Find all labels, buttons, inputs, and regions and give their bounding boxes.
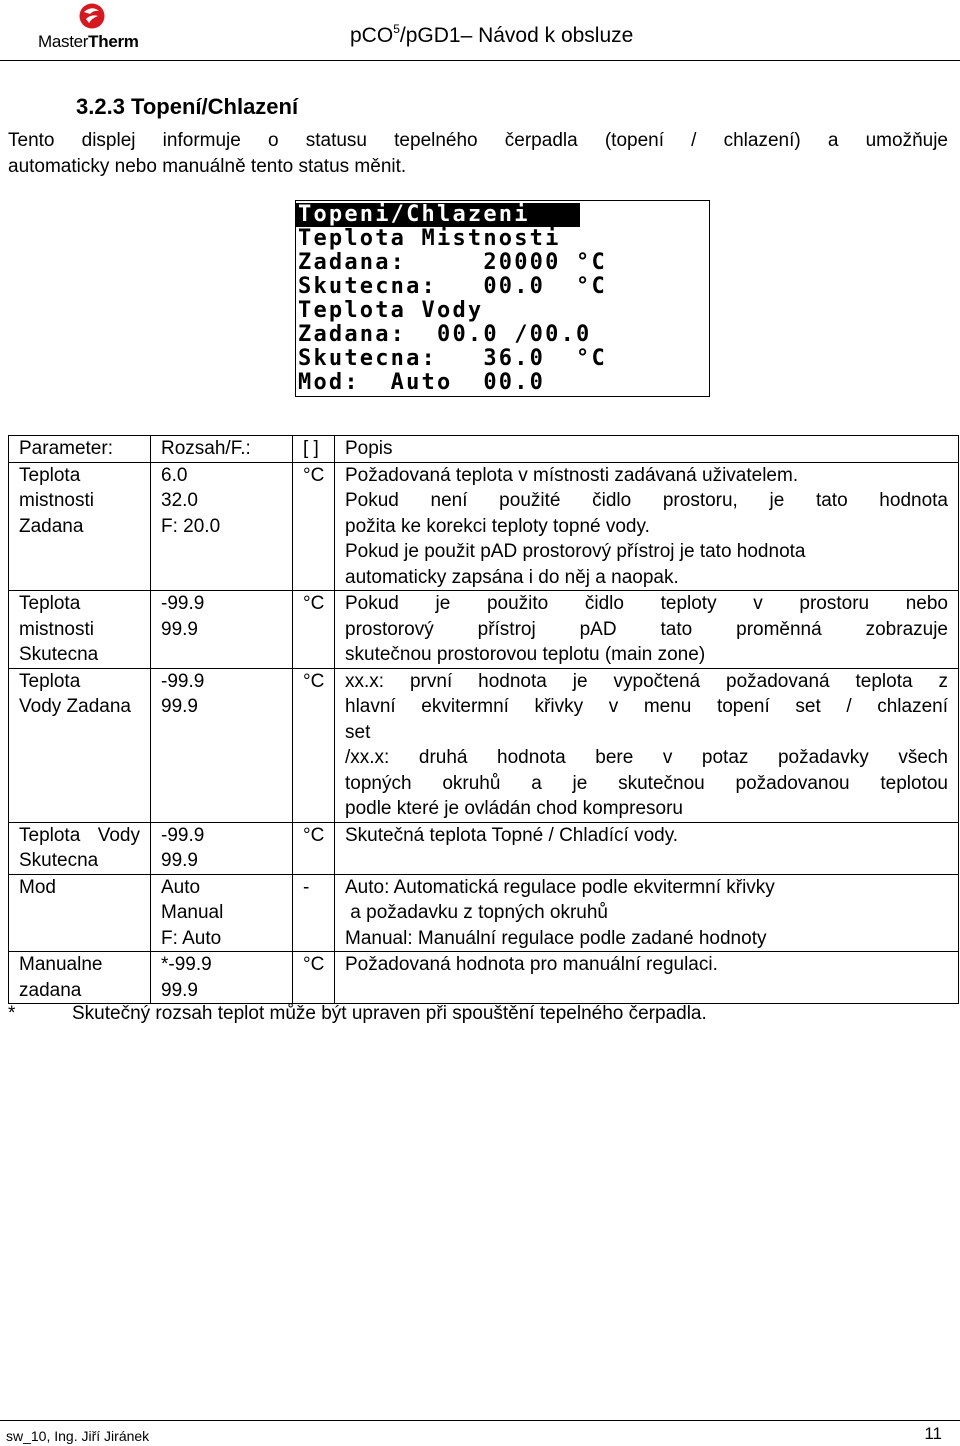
document-title	[350, 22, 633, 48]
description-line: Skutečná teplota Topné / Chladící vody.	[345, 824, 679, 846]
intro-line-2: automaticky nebo manuálně tento status měnit.	[8, 156, 407, 177]
range-value: F: 20.0	[161, 515, 221, 537]
range-value: Auto	[161, 876, 201, 898]
lcd-line: Skutecna: 36.0 °C	[298, 346, 607, 371]
document-title-main: pCO	[350, 24, 394, 47]
header-parameter: Parameter:	[9, 436, 151, 463]
intro-line-1: Tento displej informuje o statusu tepelného čerpadla (topení / chlazení) a umožňuje	[8, 130, 948, 151]
header-description: Popis	[335, 436, 959, 463]
footnote-text: Skutečný rozsah teplot může být upraven při spouštění tepelného čerpadla.	[72, 1003, 707, 1024]
lcd-line: Skutecna: 00.0 °C	[298, 274, 607, 299]
lcd-title-line: Topeni/Chlazeni	[296, 203, 580, 227]
param-name: mistnosti	[19, 618, 94, 640]
description-line: set	[345, 721, 371, 743]
lcd-line: Mod: Auto 00.0	[298, 370, 546, 395]
description-cell	[335, 668, 959, 822]
range-value: -99.9	[161, 824, 205, 846]
page-number: 11	[924, 1424, 942, 1443]
range-value: F: Auto	[161, 927, 222, 949]
range-cell	[151, 668, 293, 822]
unit-cell: °C	[293, 462, 335, 591]
description-line: xx.x: první hodnota je vypočtená požadovaná teplota z	[345, 670, 948, 692]
param-name: mistnosti	[19, 490, 94, 511]
param-name: zadana	[19, 979, 82, 1001]
range-value: Manual	[161, 902, 224, 923]
lcd-line: Teplota Vody	[298, 298, 484, 323]
unit-cell: °C	[293, 822, 335, 874]
lcd-line: Zadana: 00.0 /00.0	[298, 322, 592, 347]
document-title-sup: 5	[393, 22, 400, 36]
unit-cell: °C	[293, 668, 335, 822]
lcd-display-screenshot	[295, 200, 710, 397]
unit-cell: -	[293, 874, 335, 952]
param-name-cell	[9, 462, 151, 591]
range-cell	[151, 591, 293, 669]
section-heading: 3.2.3 Topení/Chlazení	[76, 94, 299, 119]
param-name: Teplota	[19, 670, 81, 692]
intro-paragraph	[8, 128, 948, 180]
range-value: -99.9	[161, 670, 205, 692]
description-line: prostorový přístroj pAD tato proměnná zobrazuje	[345, 618, 948, 640]
param-name-cell	[9, 591, 151, 669]
lcd-line: Teplota Mistnosti	[298, 226, 561, 251]
page-header	[0, 0, 960, 62]
footnote-marker: *	[8, 1003, 16, 1024]
range-cell	[151, 952, 293, 1004]
header-unit: [ ]	[293, 436, 335, 463]
logo-wordmark-part2: Therm	[88, 32, 139, 51]
masterterm-logo	[38, 2, 158, 52]
table-row	[9, 668, 959, 822]
range-value: -99.9	[161, 593, 205, 614]
lcd-line: Zadana: 20000 °C	[298, 250, 607, 275]
table-row	[9, 591, 959, 669]
description-line: topných okruhů a je skutečnou požadovanou teplotou	[345, 772, 948, 794]
range-value: 6.0	[161, 464, 188, 486]
footer-author: sw_10, Ing. Jiří Jiránek	[6, 1428, 150, 1444]
param-name: Zadana	[19, 515, 84, 537]
param-name: Teplota	[19, 464, 81, 486]
description-line: požita ke korekci teploty topné vody.	[345, 515, 650, 537]
description-line: automaticky zapsána i do něj a naopak.	[345, 566, 679, 588]
description-line: hlavní ekvitermní křivky v menu topení set / chlazení	[345, 696, 948, 717]
description-line: Pokud je použit pAD prostorový přístroj je tato hodnota	[345, 541, 806, 562]
description-line: Pokud je použito čidlo teploty v prostoru nebo	[345, 593, 948, 614]
param-name: Skutecna	[19, 850, 99, 871]
range-cell	[151, 462, 293, 591]
param-name: Teplota Vody	[19, 824, 140, 846]
table-row	[9, 874, 959, 952]
description-cell	[335, 822, 959, 874]
description-line: Manual: Manuální regulace podle zadané hodnoty	[345, 927, 767, 949]
param-name: Teplota	[19, 593, 81, 614]
param-name: Skutecna	[19, 644, 99, 665]
param-name-cell	[9, 668, 151, 822]
unit-cell: °C	[293, 591, 335, 669]
param-name: Vody Zadana	[19, 696, 131, 717]
description-line: Auto: Automatická regulace podle ekvitermní křivky	[345, 876, 775, 898]
description-cell	[335, 462, 959, 591]
range-value: 99.9	[161, 618, 198, 640]
footer-divider	[0, 1420, 960, 1421]
description-line: skutečnou prostorovou teplotu (main zone)	[345, 644, 706, 665]
range-cell	[151, 874, 293, 952]
range-value: 99.9	[161, 850, 198, 871]
param-name: Mod	[19, 876, 56, 898]
description-line: a požadavku z topných okruhů	[345, 902, 609, 923]
logo-wordmark-part1: Master	[38, 32, 89, 51]
header-range: Rozsah/F.:	[151, 436, 293, 463]
range-value: *-99.9	[161, 954, 212, 975]
masterterm-logo-icon	[78, 2, 106, 30]
range-value: 99.9	[161, 696, 198, 717]
table-row	[9, 462, 959, 591]
param-name: Manualne	[19, 954, 103, 975]
description-line: Požadovaná teplota v místnosti zadávaná uživatelem.	[345, 464, 799, 486]
range-value: 99.9	[161, 979, 198, 1001]
range-cell	[151, 822, 293, 874]
param-name-cell	[9, 822, 151, 874]
param-name-cell	[9, 874, 151, 952]
description-line: Pokud není použité čidlo prostoru, je tato hodnota	[345, 490, 948, 511]
param-name-cell	[9, 952, 151, 1004]
parameter-table	[8, 435, 959, 1004]
table-row	[9, 822, 959, 874]
table-header-row	[9, 436, 959, 463]
table-row	[9, 952, 959, 1004]
header-divider	[0, 60, 960, 61]
description-cell	[335, 952, 959, 1004]
footnote	[8, 1003, 707, 1025]
description-cell	[335, 874, 959, 952]
description-line: podle které je ovládán chod kompresoru	[345, 798, 683, 819]
description-line: /xx.x: druhá hodnota bere v potaz požadavky všech	[345, 747, 948, 768]
unit-cell: °C	[293, 952, 335, 1004]
logo-wordmark	[38, 32, 139, 52]
document-title-rest: /pGD1– Návod k obsluze	[399, 24, 634, 47]
range-value: 32.0	[161, 490, 198, 511]
description-cell	[335, 591, 959, 669]
description-line: Požadovaná hodnota pro manuální regulaci.	[345, 954, 718, 975]
